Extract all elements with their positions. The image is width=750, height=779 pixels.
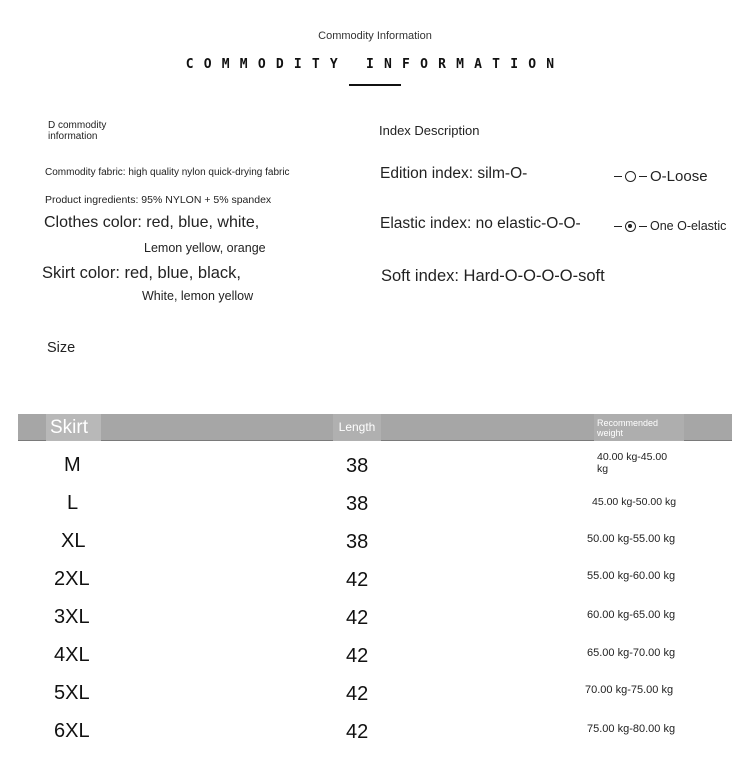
skirt-color-continued: White, lemon yellow: [142, 289, 254, 303]
row-2xl-size: 2XL: [54, 568, 90, 590]
row-m-weight: 40.00 kg-45.00 kg: [597, 451, 668, 475]
row-l-weight: 45.00 kg-50.00 kg: [592, 496, 677, 508]
clothes-color-continued: Lemon yellow, orange: [144, 241, 266, 255]
edition-index-text: Edition index: silm-O-: [380, 165, 528, 182]
loose-legend: [614, 168, 708, 185]
elastic-legend: [614, 219, 726, 233]
commodity-heading-line1: D commodity: [48, 120, 107, 131]
row-m-length: 38: [346, 455, 369, 477]
size-label: Size: [47, 340, 76, 356]
elastic-legend-label: One O-elastic: [650, 219, 727, 233]
row-4xl-weight: 65.00 kg-70.00 kg: [587, 647, 676, 659]
ingredients-text: Product ingredients: 95% NYLON + 5% spandex: [45, 194, 272, 206]
filled-circle-icon: [625, 221, 636, 232]
row-xl-length: 38: [346, 531, 369, 553]
commodity-heading-line2: information: [48, 131, 98, 142]
row-6xl-size: 6XL: [54, 720, 90, 742]
header-recommended-weight: Recommended weight: [594, 414, 684, 441]
legend-line: [639, 226, 647, 227]
row-3xl-size: 3XL: [54, 606, 90, 628]
row-4xl-length: 42: [346, 645, 369, 667]
fabric-text: Commodity fabric: high quality nylon quick-drying fabric: [45, 167, 290, 178]
row-2xl-weight: 55.00 kg-60.00 kg: [587, 570, 676, 582]
row-3xl-weight: 60.00 kg-65.00 kg: [587, 609, 676, 621]
commodity-heading: [48, 120, 106, 142]
row-5xl-weight: 70.00 kg-75.00 kg: [585, 684, 674, 696]
row-4xl-size: 4XL: [54, 644, 90, 666]
legend-line: [614, 226, 622, 227]
row-5xl-length: 42: [346, 683, 369, 705]
section-subtitle: Commodity Information: [318, 30, 432, 42]
row-5xl-size: 5XL: [54, 682, 90, 704]
skirt-color-text: Skirt color: red, blue, black,: [42, 264, 241, 282]
row-l-length: 38: [346, 493, 369, 515]
loose-legend-label: O-Loose: [650, 168, 708, 185]
row-3xl-length: 42: [346, 607, 369, 629]
row-6xl-weight: 75.00 kg-80.00 kg: [587, 723, 676, 735]
header-length: Length: [333, 414, 381, 441]
row-6xl-length: 42: [346, 721, 369, 743]
legend-line: [614, 176, 622, 177]
clothes-color-text: Clothes color: red, blue, white,: [44, 214, 260, 231]
section-title: COMMODITY INFORMATION: [185, 57, 565, 72]
legend-line: [639, 176, 647, 177]
open-circle-icon: [625, 171, 636, 182]
elastic-index-text: Elastic index: no elastic-O-O-: [380, 215, 581, 232]
header-skirt: Skirt: [46, 414, 101, 441]
row-m-size: M: [64, 454, 81, 476]
row-l-size: L: [67, 492, 79, 514]
title-underline: [349, 84, 401, 86]
row-2xl-length: 42: [346, 569, 369, 591]
row-xl-size: XL: [61, 530, 86, 552]
row-xl-weight: 50.00 kg-55.00 kg: [587, 533, 676, 545]
index-heading: Index Description: [379, 123, 480, 138]
soft-index-text: Soft index: Hard-O-O-O-O-soft: [381, 267, 605, 285]
